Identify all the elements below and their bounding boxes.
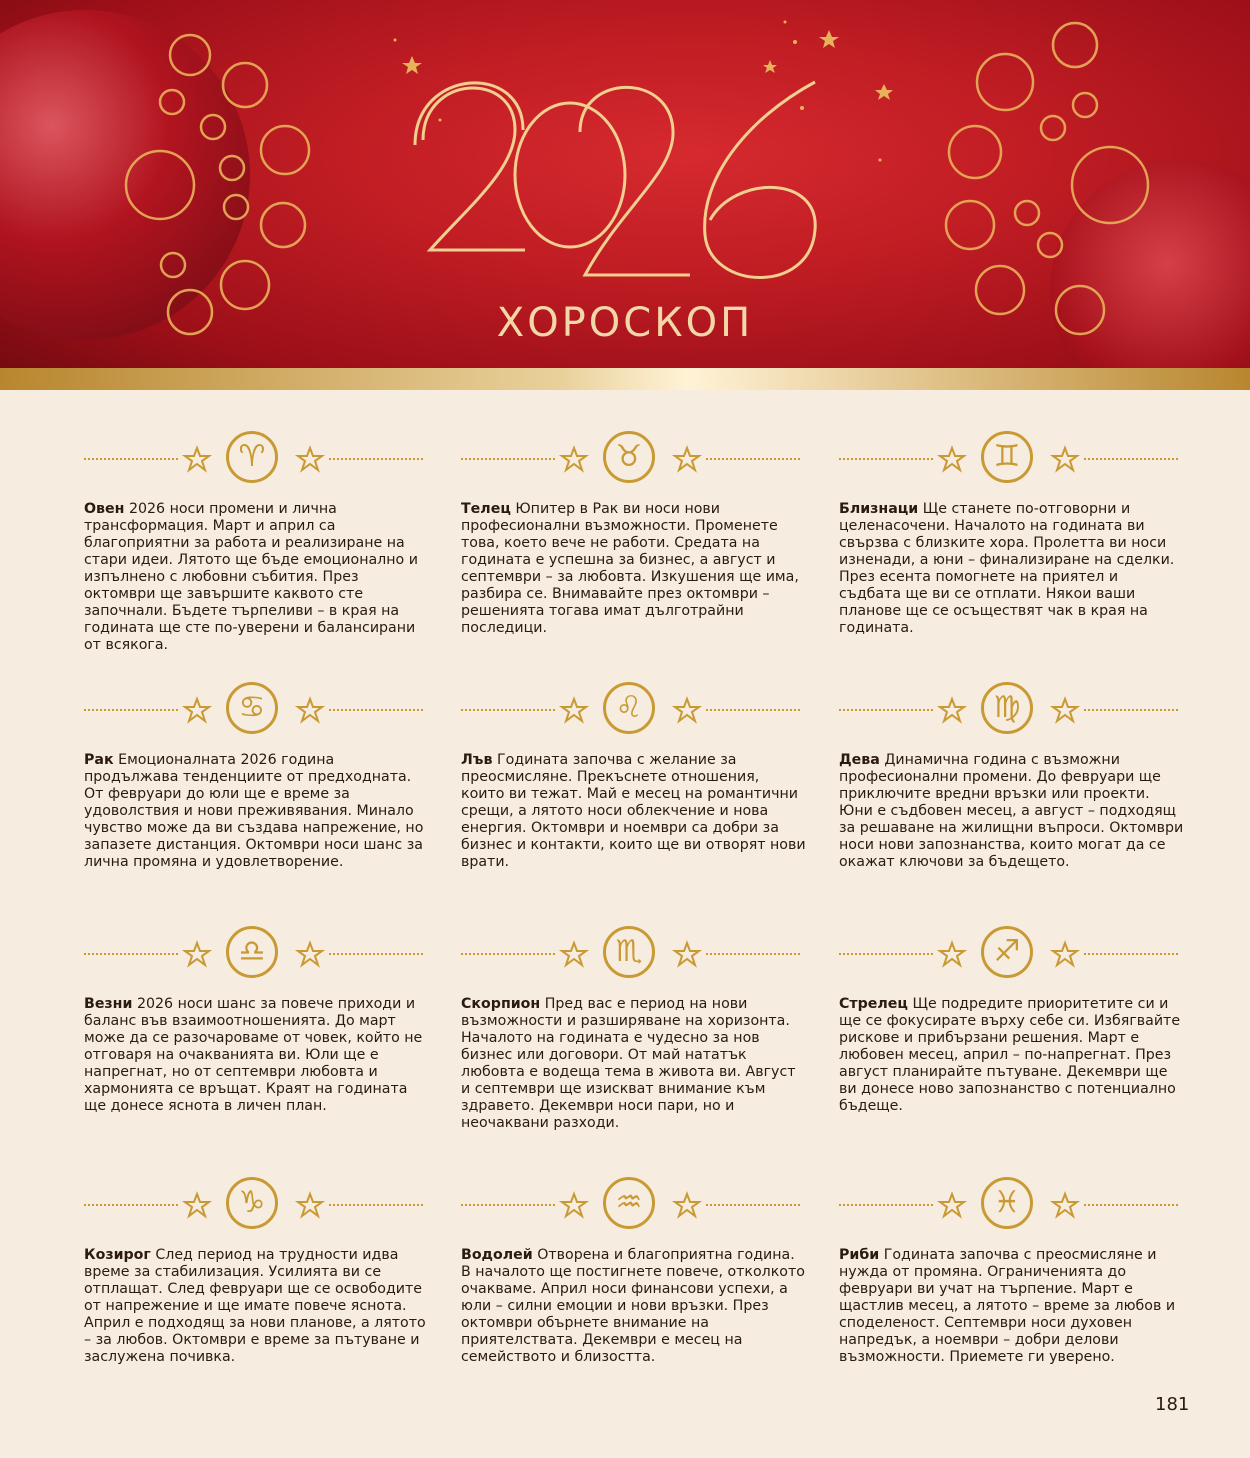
sign-block-aries — [84, 431, 429, 654]
sign-name: Дева — [839, 752, 880, 768]
sign-header — [839, 682, 1184, 738]
sign-text — [839, 1247, 1184, 1366]
page-title: ХОРОСКОП — [496, 300, 754, 346]
sign-description: Ще станете по-отговорни и целенасочени. Началото на годината ви свързва с близките хора. Пролетта ви носи изненади, а юни – финализиране на сделки. През есента помогнете на приятел и съдбата ще ви се отплати. Някои ваши планове ще се осъществят чак в края на годината. — [839, 501, 1175, 636]
sign-header — [839, 431, 1184, 487]
sign-name: Водолей — [461, 1247, 533, 1263]
sign-description: Динамична година с възможни професионални промени. До февруари ще приключите вредни връзки или проекти. Юни е съдбовен месец, а август – подходящ за решаване на жилищни въпроси. Октомври носи нови запознанства, които могат да се окажат ключови за бъдещето. — [839, 752, 1184, 870]
sign-name: Козирог — [84, 1247, 151, 1263]
header-banner — [0, 0, 1250, 388]
sign-name: Везни — [84, 996, 133, 1012]
sign-text — [461, 996, 806, 1132]
sign-text — [84, 501, 429, 654]
sign-name: Риби — [839, 1247, 880, 1263]
sign-text — [839, 996, 1184, 1115]
sign-header — [461, 431, 806, 487]
sign-block-cancer — [84, 682, 429, 871]
sign-description: Годината започва с желание за преосмисляне. Прекъснете отношения, които ви тежат. Май е месец на романтични срещи, а лятото носи облекчение и нова енергия. Октомври и ноември са добри за бизнес и контакти, които ще ви отворят нови врати. — [461, 752, 806, 870]
aries-icon: ♈ — [226, 431, 278, 483]
gold-divider-bar — [0, 368, 1250, 390]
sign-text — [461, 752, 806, 871]
sign-header — [839, 1177, 1184, 1233]
scorpio-icon: ♏ — [603, 926, 655, 978]
sign-header — [84, 431, 429, 487]
sign-name: Телец — [461, 501, 511, 517]
sign-header — [84, 1177, 429, 1233]
page-number: 181 — [1155, 1394, 1190, 1415]
sign-block-gemini — [839, 431, 1184, 637]
sign-block-pisces — [839, 1177, 1184, 1366]
sign-header — [84, 926, 429, 982]
year-2026-graphic — [405, 60, 855, 300]
cancer-icon: ♋ — [226, 682, 278, 734]
sign-text — [839, 501, 1184, 637]
sign-text — [461, 501, 806, 637]
sign-text — [84, 996, 429, 1115]
sign-header — [839, 926, 1184, 982]
sign-header — [84, 682, 429, 738]
sign-description: Ще подредите приоритетите си и ще се фокусирате върху себе си. Избягвайте рискове и прибързани решения. Март е любовен месец, април – по-напрегнат. През август планирайте пътуване. Декември ще ви донесе ново запознанство с потенциално бъдеще. — [839, 996, 1181, 1114]
sign-header — [461, 682, 806, 738]
pisces-icon: ♓ — [981, 1177, 1033, 1229]
sign-header — [461, 926, 806, 982]
sign-description: След период на трудности идва време за стабилизация. Усилията ви се отплащат. След февруари ще се освободите от напрежение и ще имате повече яснота. Април е подходящ за нови планове, а лятото – за любов. Октомври е време за пътуване и заслужена почивка. — [84, 1247, 426, 1365]
sign-description: Юпитер в Рак ви носи нови професионални възможности. Променете това, което вече не работи. Средата на годината е успешна за бизнес, а август и септември – за любовта. Изкушения ще има, разбира се. Внимавайте през октомври – решенията тогава имат дълготрайни последици. — [461, 501, 799, 636]
sign-block-sagittarius — [839, 926, 1184, 1115]
sign-block-virgo — [839, 682, 1184, 871]
sign-block-leo — [461, 682, 806, 871]
taurus-icon: ♉ — [603, 431, 655, 483]
aquarius-icon: ♒ — [603, 1177, 655, 1229]
sun-face-icon-left — [126, 151, 194, 219]
sign-block-libra — [84, 926, 429, 1115]
sign-block-capricorn — [84, 1177, 429, 1366]
sign-description: Емоционалната 2026 година продължава тенденциите от предходната. От февруари до юли ще е време за удоволствия и нови преживявания. Минало чувство може да ви създава напрежение, но запазете дистанция. Октомври носи шанс за лична промяна и удовлетворение. — [84, 752, 424, 870]
sign-name: Лъв — [461, 752, 493, 768]
sagittarius-icon: ♐ — [981, 926, 1033, 978]
sign-header — [461, 1177, 806, 1233]
sign-description: Отворена и благоприятна година. В началото ще постигнете повече, отколкото очакваме. Април носи финансови успехи, а юли – силни емоции и нови връзки. През октомври обърнете внимание на приятелствата. Декември е месец на семейството и близостта. — [461, 1247, 805, 1365]
sign-text — [84, 1247, 429, 1366]
sun-face-icon-right — [1072, 147, 1148, 223]
virgo-icon: ♍ — [981, 682, 1033, 734]
capricorn-icon: ♑ — [226, 1177, 278, 1229]
sign-description: 2026 носи промени и лична трансформация. Март и април са благоприятни за работа и реализиране на стари идеи. Лятото ще бъде емоционално и изпълнено с любовни събития. През октомври ще завършите каквото сте започнали. Бъдете търпеливи – в края на годината ще сте по-уверени и балансирани от всякога. — [84, 501, 418, 653]
libra-icon: ♎ — [226, 926, 278, 978]
gemini-icon: ♊ — [981, 431, 1033, 483]
sign-name: Близнаци — [839, 501, 919, 517]
sign-text — [839, 752, 1184, 871]
sign-name: Рак — [84, 752, 114, 768]
sign-description: 2026 носи шанс за повече приходи и баланс във взаимоотношенията. До март може да се разочароваме от човек, който не отговаря на очакванията ви. Юли ще е напрегнат, но от септември любовта и хармонията се връщат. Краят на годината ще донесе яснота в личен план. — [84, 996, 423, 1114]
sign-name: Овен — [84, 501, 125, 517]
sign-block-scorpio — [461, 926, 806, 1132]
sign-text — [84, 752, 429, 871]
sign-block-taurus — [461, 431, 806, 637]
sign-text — [461, 1247, 806, 1366]
sign-name: Скорпион — [461, 996, 541, 1012]
sign-block-aquarius — [461, 1177, 806, 1366]
sign-description: Годината започва с преосмисляне и нужда от промяна. Ограниченията до февруари ви учат на търпение. Март е щастлив месец, а лятото – време за любов и споделеност. Септември носи духовен напредък, а ноември – добри делови възможности. Приемете ги уверено. — [839, 1247, 1176, 1365]
leo-icon: ♌ — [603, 682, 655, 734]
sign-name: Стрелец — [839, 996, 908, 1012]
sign-description: Пред вас е период на нови възможности и разширяване на хоризонта. Началото на годината е чудесно за нов бизнес или договори. От май нататък любовта е водеща тема в живота ви. Август и септември ще изискват внимание към здравето. Декември носи пари, но и неочаквани разходи. — [461, 996, 796, 1131]
